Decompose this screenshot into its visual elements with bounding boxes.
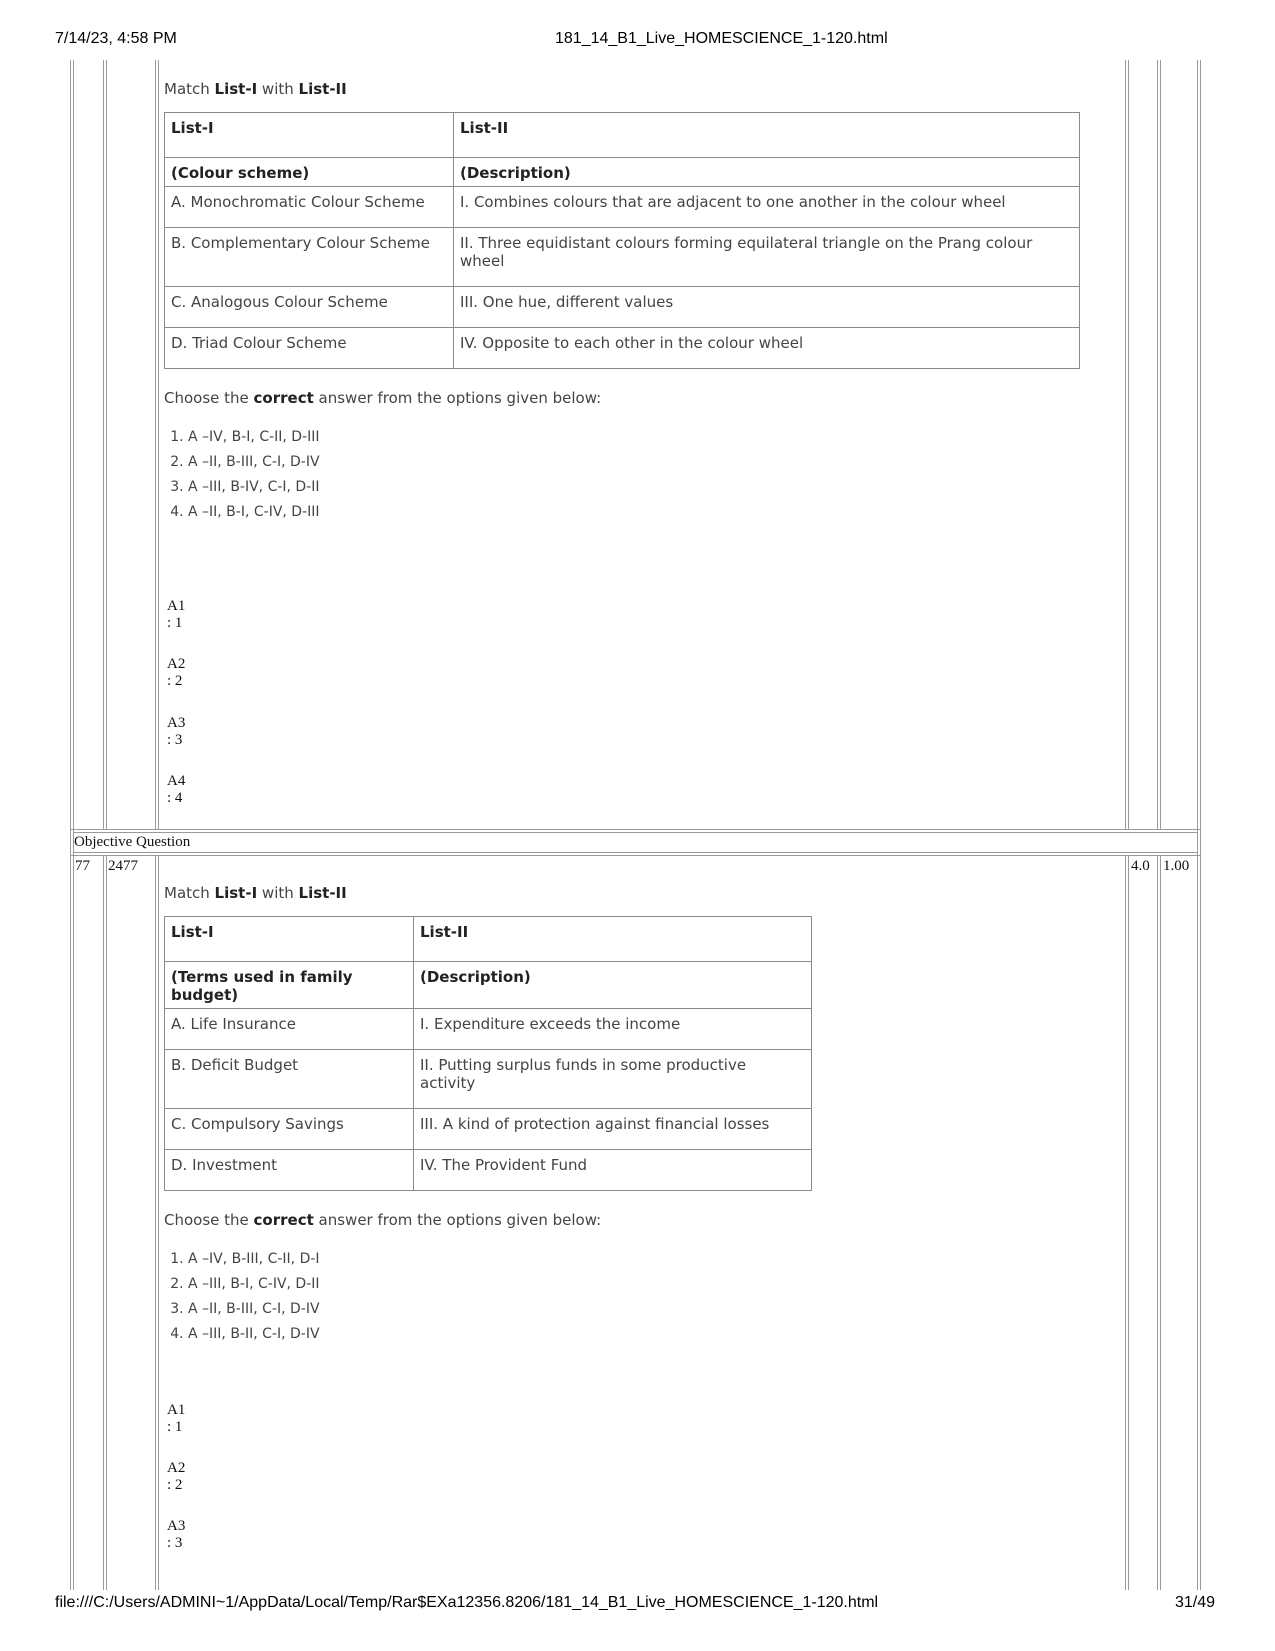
print-footer bbox=[55, 1594, 1215, 1616]
table-cell: I. Expenditure exceeds the income bbox=[414, 1009, 812, 1050]
option-item: 1. A –IV, B-III, C-II, D-I bbox=[188, 1247, 812, 1272]
question-id: 2477 bbox=[108, 858, 138, 874]
table-subheader-row bbox=[165, 962, 812, 1009]
option-item: 4. A –II, B-I, C-IV, D-III bbox=[188, 500, 1080, 525]
print-datetime: 7/14/23, 4:58 PM bbox=[55, 30, 177, 47]
choose-instruction: Choose the correct answer from the options given below: bbox=[164, 389, 602, 407]
question-title: Match List-I with List-II bbox=[164, 80, 347, 98]
question-marks: 4.0 bbox=[1131, 858, 1150, 874]
question-serial: 77 bbox=[75, 858, 90, 874]
table-cell: (Colour scheme) bbox=[165, 158, 454, 187]
table-row bbox=[165, 1150, 812, 1191]
option-item: 2. A –III, B-I, C-IV, D-II bbox=[188, 1272, 812, 1297]
table-cell: B. Complementary Colour Scheme bbox=[165, 228, 454, 287]
choose-instruction: Choose the correct answer from the options given below: bbox=[164, 1211, 602, 1229]
answer-choice: A4 : 4 bbox=[167, 773, 186, 806]
question-negative-marks: 1.00 bbox=[1163, 858, 1190, 874]
table-cell: III. One hue, different values bbox=[454, 287, 1080, 328]
table-cell: C. Compulsory Savings bbox=[165, 1109, 414, 1150]
table-cell: IV. The Provident Fund bbox=[414, 1150, 812, 1191]
option-item: 3. A –III, B-IV, C-I, D-II bbox=[188, 475, 1080, 500]
table-cell: C. Analogous Colour Scheme bbox=[165, 287, 454, 328]
print-doc-title: 181_14_B1_Live_HOMESCIENCE_1-120.html bbox=[555, 30, 888, 47]
table-row bbox=[165, 1009, 812, 1050]
table-cell: IV. Opposite to each other in the colour wheel bbox=[454, 328, 1080, 369]
table-cell: List-I bbox=[165, 917, 414, 962]
answer-choice: A1 : 1 bbox=[167, 1402, 186, 1435]
match-table bbox=[164, 916, 812, 1191]
option-item: 4. A –III, B-II, C-I, D-IV bbox=[188, 1322, 812, 1347]
table-cell: D. Triad Colour Scheme bbox=[165, 328, 454, 369]
table-cell: (Description) bbox=[414, 962, 812, 1009]
table-header-row bbox=[165, 113, 1080, 158]
print-header bbox=[55, 30, 1215, 52]
table-cell: List-I bbox=[165, 113, 454, 158]
option-item: 2. A –II, B-III, C-I, D-IV bbox=[188, 450, 1080, 475]
table-row bbox=[165, 187, 1080, 228]
question-title: Match List-I with List-II bbox=[164, 884, 347, 902]
question-block-1 bbox=[164, 80, 1080, 525]
answer-choice: A3 : 3 bbox=[167, 1518, 186, 1551]
table-subheader-row bbox=[165, 158, 1080, 187]
answer-choice: A2 : 2 bbox=[167, 1460, 186, 1493]
table-cell: D. Investment bbox=[165, 1150, 414, 1191]
match-table bbox=[164, 112, 1080, 369]
table-header-row bbox=[165, 917, 812, 962]
table-row bbox=[165, 328, 1080, 369]
table-row bbox=[165, 287, 1080, 328]
table-cell: A. Monochromatic Colour Scheme bbox=[165, 187, 454, 228]
table-cell: (Terms used in family budget) bbox=[165, 962, 414, 1009]
table-cell: B. Deficit Budget bbox=[165, 1050, 414, 1109]
options-list bbox=[164, 1247, 812, 1347]
answer-choice: A3 : 3 bbox=[167, 715, 186, 748]
table-cell: List-II bbox=[454, 113, 1080, 158]
table-cell: List-II bbox=[414, 917, 812, 962]
options-list bbox=[164, 425, 1080, 525]
table-cell: I. Combines colours that are adjacent to one another in the colour wheel bbox=[454, 187, 1080, 228]
question-block-2 bbox=[164, 884, 812, 1347]
table-cell: II. Putting surplus funds in some productive activity bbox=[414, 1050, 812, 1109]
print-file-path: file:///C:/Users/ADMINI~1/AppData/Local/Temp/Rar$EXa12356.8206/181_14_B1_Live_HOMESCIENCE_1-120.html bbox=[55, 1594, 879, 1611]
option-item: 1. A –IV, B-I, C-II, D-III bbox=[188, 425, 1080, 450]
table-row bbox=[165, 228, 1080, 287]
table-row bbox=[165, 1109, 812, 1150]
option-item: 3. A –II, B-III, C-I, D-IV bbox=[188, 1297, 812, 1322]
answer-choice: A1 : 1 bbox=[167, 598, 186, 631]
answer-choice: A2 : 2 bbox=[167, 656, 186, 689]
table-cell: II. Three equidistant colours forming equilateral triangle on the Prang colour wheel bbox=[454, 228, 1080, 287]
table-cell: A. Life Insurance bbox=[165, 1009, 414, 1050]
print-page-number: 31/49 bbox=[1174, 1594, 1215, 1611]
section-label: Objective Question bbox=[74, 834, 191, 850]
table-row bbox=[165, 1050, 812, 1109]
table-cell: III. A kind of protection against financial losses bbox=[414, 1109, 812, 1150]
table-cell: (Description) bbox=[454, 158, 1080, 187]
